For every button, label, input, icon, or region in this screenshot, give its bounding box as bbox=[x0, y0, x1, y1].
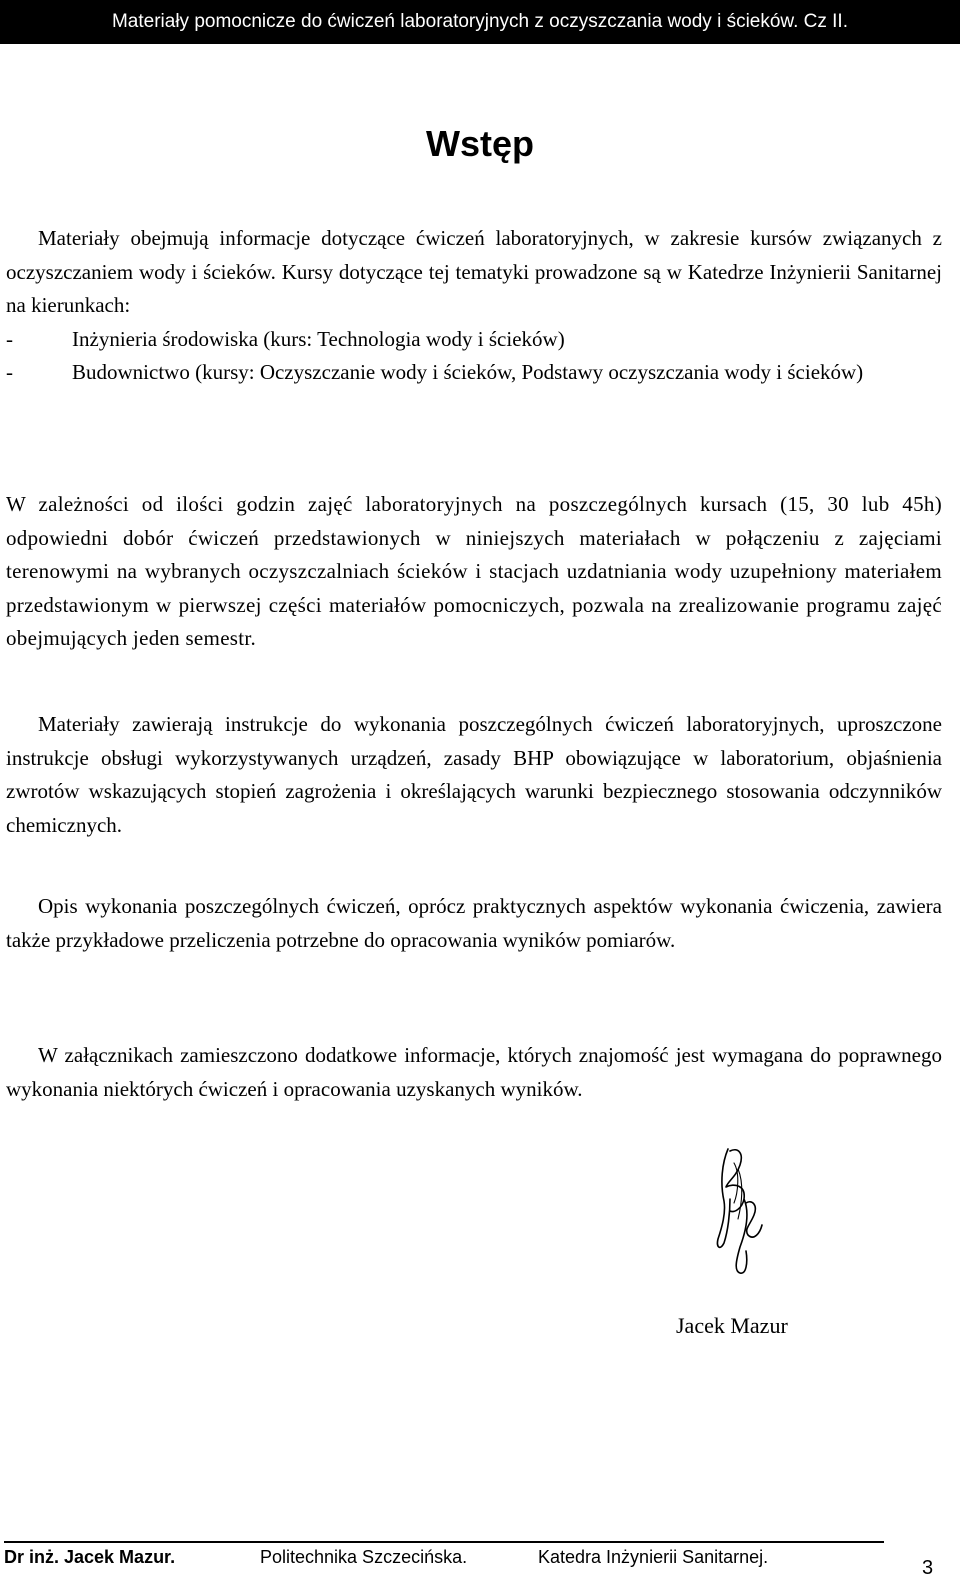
paragraph-intro: Materiały obejmują informacje dotyczące ćwiczeń laboratoryjnych, w zakresie kursów związanych z oczyszczaniem wody i ścieków. Kursy dotyczące tej tematyki prowadzone są w Katedrze Inżynierii Sanitarnej na kierunkach: bbox=[6, 226, 942, 317]
list-marker: - bbox=[6, 360, 13, 384]
list-item bbox=[6, 323, 942, 357]
paragraph-contents bbox=[6, 708, 942, 842]
footer-author: Dr inż. Jacek Mazur. bbox=[4, 1547, 176, 1567]
footer-university: Politechnika Szczecińska. bbox=[260, 1547, 468, 1567]
handwritten-signature bbox=[700, 1143, 790, 1283]
paragraph-appendices bbox=[6, 1039, 942, 1106]
paragraph-contents-text: Materiały zawierają instrukcje do wykonania poszczególnych ćwiczeń laboratoryjnych, uproszczone instrukcje obsługi wykorzystywanych urządzeń, zasady BHP obowiązujące w laboratorium, objaśnienia zwrotów wskazujących stopień zagrożenia i określających warunki bezpiecznego stosowania odczynników chemicznych. bbox=[6, 712, 942, 837]
page-number: 3 bbox=[922, 1557, 934, 1579]
running-header bbox=[0, 0, 960, 44]
list-item-text: Inżynieria środowiska (kurs: Technologia wody i ścieków) bbox=[72, 326, 565, 351]
page-title: Wstęp bbox=[426, 123, 534, 164]
signer-name: Jacek Mazur bbox=[676, 1313, 788, 1338]
list-item bbox=[6, 356, 942, 390]
list-item-text: Budownictwo (kursy: Oczyszczanie wody i ścieków, Podstawy oczyszczania wody i ścieków) bbox=[72, 360, 864, 384]
paragraph-appendices-text: W załącznikach zamieszczono dodatkowe informacje, których znajomość jest wymagana do poprawnego wykonania niektórych ćwiczeń i opracowania uzyskanych wyników. bbox=[6, 1043, 942, 1101]
paragraph-description bbox=[6, 890, 942, 957]
paragraph-description-text: Opis wykonania poszczególnych ćwiczeń, oprócz praktycznych aspektów wykonania ćwiczenia, zawiera także przykładowe przeliczenia potrzebne do opracowania wyników pomiarów. bbox=[6, 894, 942, 952]
footer-divider bbox=[4, 1541, 884, 1543]
list-marker: - bbox=[6, 326, 13, 351]
footer-department: Katedra Inżynierii Sanitarnej. bbox=[538, 1547, 769, 1567]
paragraph-hours bbox=[6, 488, 942, 656]
paragraph-hours-text: W zależności od ilości godzin zajęć laboratoryjnych na poszczególnych kursach (15, 30 lub 45h) odpowiedni dobór ćwiczeń przedstawionych w niniejszych materiałach w połączeniu z zajęciami terenowymi na wybranych oczyszczalniach ścieków i stacjach uzdatniania wody uzupełniony materiałem przedstawionym w pierwszej części materiałów pomocniczych, pozwala na zrealizowanie programu zajęć obejmujących jeden semestr. bbox=[6, 492, 942, 650]
running-header-text: Materiały pomocnicze do ćwiczeń laboratoryjnych z oczyszczania wody i ścieków. Cz II. bbox=[111, 11, 848, 32]
intro-block bbox=[6, 222, 942, 390]
